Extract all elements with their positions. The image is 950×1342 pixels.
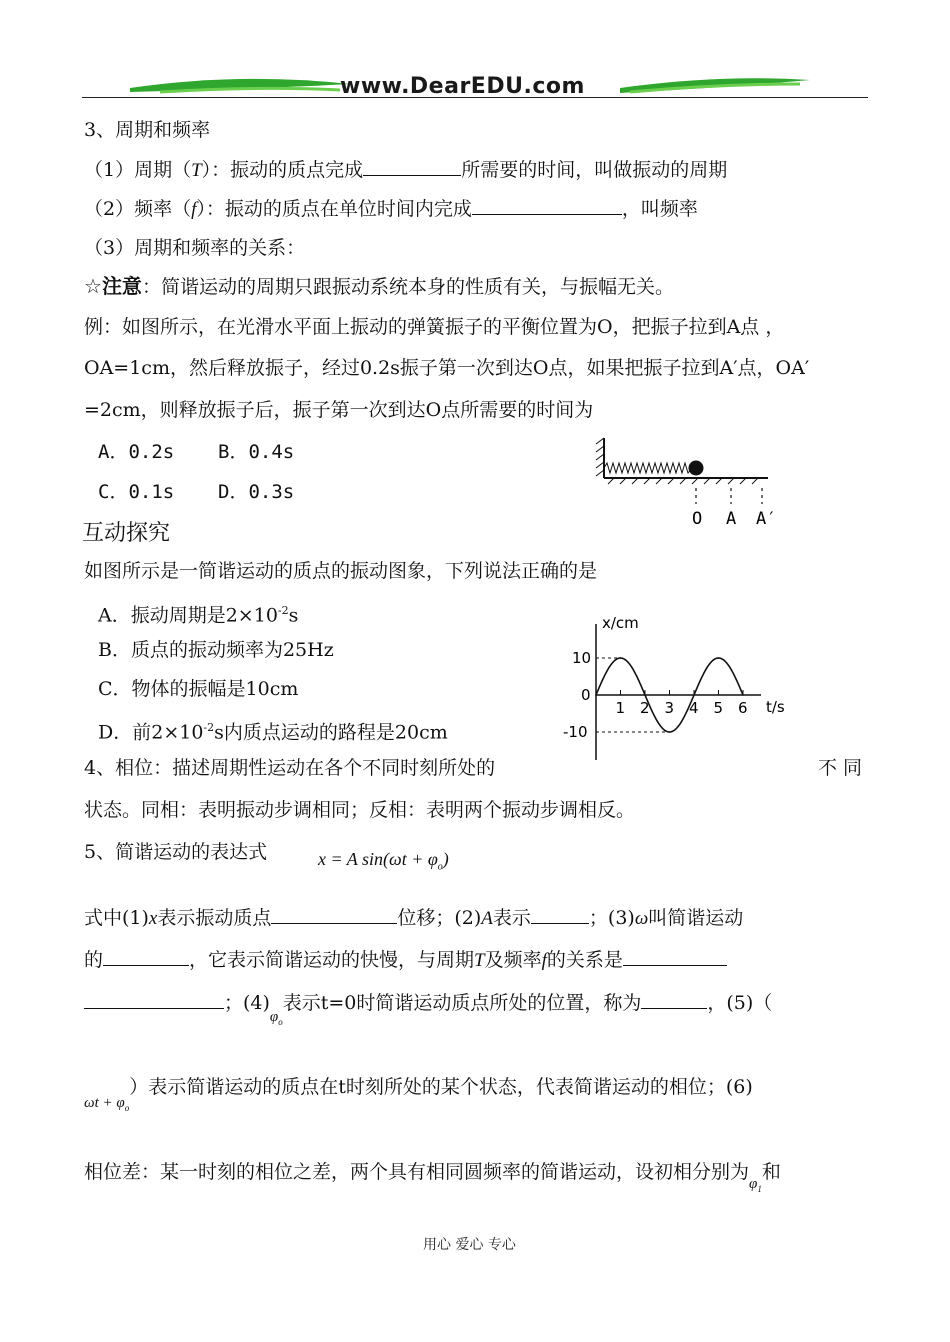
sec3-relation-line: （3）周期和频率的关系：	[84, 237, 306, 259]
spring-oscillator-figure	[592, 432, 782, 532]
blank-frequency[interactable]	[472, 196, 622, 215]
sec5-formula: x = A $\sin(\omega t + \varphi_o)$	[318, 849, 449, 873]
blank-angular-frequency[interactable]	[103, 947, 189, 966]
floor-line	[604, 478, 768, 484]
page-footer: 用心 爱心 专心	[423, 1237, 516, 1253]
y-tick-label: -10	[563, 723, 588, 741]
example-option-b[interactable]: B．0.4s	[218, 441, 295, 463]
blank-period[interactable]	[363, 157, 461, 176]
sec4-line-2: 状态。同相：表明振动步调相同；反相：表明两个振动步调相反。	[84, 799, 636, 821]
interactive-heading: 互动探究	[82, 521, 171, 546]
sec5-title: 5、简谐运动的表达式	[84, 841, 268, 863]
header-logo-text: www.DearEDU.com	[340, 74, 585, 99]
sec4-line-1b: 不 同	[818, 757, 863, 779]
blank-amplitude[interactable]	[531, 905, 589, 924]
interactive-question: 如图所示是一简谐运动的质点的振动图象，下列说法正确的是	[84, 560, 598, 582]
data-point	[669, 731, 671, 733]
sec5-line-2: 的 ，它表示简谐运动的快慢，与周期T及频率f的关系是	[84, 947, 727, 973]
interactive-option-d[interactable]: D．前$2\times 10^{-2}s$内质点运动的路程是20cm	[98, 721, 448, 744]
data-point	[595, 694, 597, 696]
blank-initial-phase[interactable]	[641, 990, 707, 1009]
sec5-line-1: 式中(1)x表示振动质点 位移；(2)A表示 ；(3)ω叫简谐运动	[84, 907, 744, 929]
label-a: A	[726, 509, 737, 529]
sec4-line-1a: 4、相位：描述周期性运动在各个不同时刻所处的	[84, 757, 496, 779]
note-label: 注意	[101, 274, 142, 298]
x-tick-label: 5	[713, 699, 724, 717]
spring-icon	[604, 463, 692, 473]
x-axis-label: t/s	[766, 698, 785, 716]
example-line-3: =2cm，则释放振子后，振子第一次到达O点所需要的时间为	[84, 399, 594, 421]
example-line-2: OA=1cm，然后释放振子，经过0.2s振子第一次到达O点，如果把振子拉到A′点，OA′	[84, 357, 810, 379]
example-option-c[interactable]: C．0.1s	[98, 481, 175, 503]
sec5-line-5: 相位差：某一时刻的相位之差，两个具有相同圆频率的简谐运动，设初相分别为$_{\varphi_1}$和	[84, 1161, 781, 1194]
interactive-option-c[interactable]: C．物体的振幅是10cm	[98, 678, 299, 700]
example-option-d[interactable]: D．0.3s	[218, 481, 295, 503]
data-point	[718, 657, 720, 659]
sec3-frequency-line: （2）频率（f）：振动的质点在单位时间内完成 ，叫频率	[84, 198, 698, 220]
blank-relation-part1[interactable]	[623, 947, 727, 966]
label-a-prime: A′	[756, 509, 777, 529]
sec5-line-3: ；$(4)_{\varphi_o}$表示t=0时简谐运动质点所处的位置，称为 ，(5)（	[84, 990, 772, 1022]
example-line-1: 例：如图所示，在光滑水平面上振动的弹簧振子的平衡位置为O，把振子拉到A点 ，	[84, 316, 785, 338]
label-o: O	[692, 509, 703, 529]
y-tick-label: 10	[572, 649, 592, 667]
vibration-graph	[556, 610, 806, 770]
blank-displacement[interactable]	[271, 905, 397, 924]
interactive-option-b[interactable]: B．质点的振动频率为25Hz	[98, 639, 334, 661]
star-icon: ☆	[84, 274, 102, 298]
x-tick-label: 4	[689, 699, 699, 717]
interactive-option-a[interactable]: A．振动周期是$2\times 10^{-2}s$	[98, 604, 299, 627]
sec5-line-4: $_{\omega t + \varphi_o}$）表示简谐运动的质点在t时刻所处的某个状态，代表简谐运动的相位；(6)	[84, 1076, 753, 1113]
y-axis-label: x/cm	[602, 614, 639, 632]
blank-relation-part2[interactable]	[84, 990, 224, 1009]
header-rule	[82, 97, 868, 98]
x-tick-label: 1	[615, 699, 626, 717]
x-tick-label: 2	[640, 699, 650, 717]
example-option-a[interactable]: A．0.2s	[98, 441, 175, 463]
oscillator-ball	[689, 461, 704, 476]
data-point	[620, 657, 622, 659]
sec3-title: 3、周期和频率	[84, 119, 211, 141]
sec3-period-line: （1）周期（T）：振动的质点完成 所需要的时间，叫做振动的周期	[84, 159, 728, 181]
x-tick-label: 3	[664, 699, 675, 717]
sec3-note: ☆注意：简谐运动的周期只跟振动系统本身的性质有关，与振幅无关。	[84, 274, 674, 298]
x-tick-label: 6	[738, 699, 748, 717]
y-tick-label: 0	[581, 686, 591, 704]
wall-icon	[596, 438, 604, 478]
